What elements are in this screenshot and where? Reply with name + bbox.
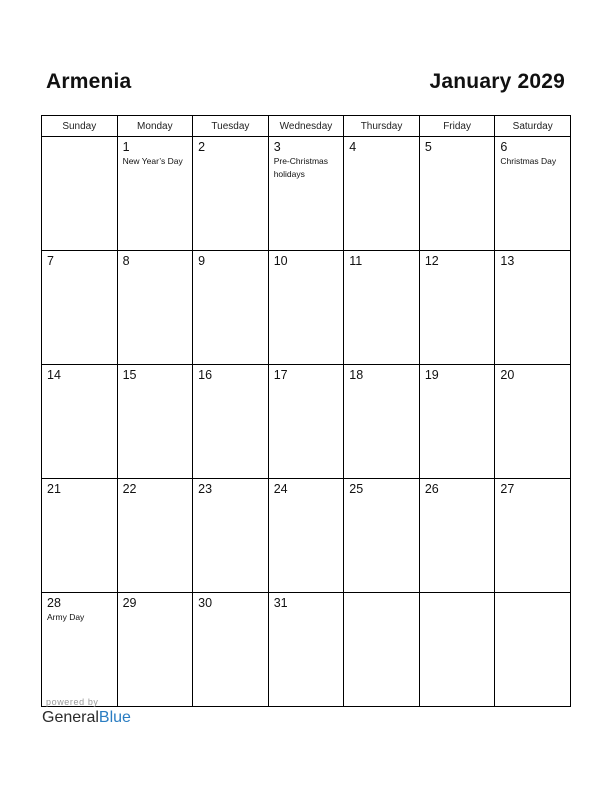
day-cell <box>344 365 420 479</box>
day-cell <box>193 365 269 479</box>
weekday-saturday: Saturday <box>495 116 571 137</box>
weekday-monday: Monday <box>117 116 193 137</box>
calendar-grid <box>41 115 571 707</box>
day-cell <box>117 593 193 707</box>
day-cell <box>344 479 420 593</box>
day-number: 1 <box>122 140 130 154</box>
logo-text-general: General <box>42 709 99 726</box>
weekday-sunday: Sunday <box>42 116 118 137</box>
day-number: 2 <box>198 140 206 154</box>
weekday-thursday: Thursday <box>344 116 420 137</box>
day-number: 23 <box>198 482 213 496</box>
weekday-tuesday: Tuesday <box>193 116 269 137</box>
week-row-2 <box>42 251 571 365</box>
day-number: 22 <box>122 482 137 496</box>
day-number: 26 <box>424 482 439 496</box>
weekday-wednesday: Wednesday <box>268 116 344 137</box>
day-cell <box>419 479 495 593</box>
day-cell <box>495 479 571 593</box>
day-cell <box>495 251 571 365</box>
day-number: 28 <box>47 596 61 610</box>
day-cell <box>42 251 118 365</box>
day-number: 18 <box>349 368 364 382</box>
day-cell <box>117 137 193 251</box>
day-cell <box>268 251 344 365</box>
day-cell <box>42 137 118 251</box>
country-title: Armenia <box>46 70 132 93</box>
day-number: 10 <box>273 254 288 268</box>
day-cell <box>193 593 269 707</box>
day-cell <box>495 137 571 251</box>
day-number: 7 <box>47 254 54 268</box>
week-row-3 <box>42 365 571 479</box>
day-number: 30 <box>198 596 213 610</box>
weekday-friday: Friday <box>419 116 495 137</box>
holiday-label: New Year’s Day <box>122 156 183 166</box>
powered-by-label: powered by <box>46 697 99 707</box>
day-cell <box>42 365 118 479</box>
day-number: 24 <box>273 482 288 496</box>
day-number: 5 <box>424 140 432 154</box>
day-number: 20 <box>500 368 515 382</box>
week-row-5 <box>42 593 571 707</box>
day-number: 6 <box>500 140 508 154</box>
day-number: 13 <box>500 254 515 268</box>
day-number: 11 <box>349 254 363 268</box>
day-cell <box>193 137 269 251</box>
day-number: 21 <box>47 482 61 496</box>
day-cell <box>268 365 344 479</box>
day-cell <box>117 479 193 593</box>
day-cell <box>344 251 420 365</box>
day-cell <box>42 479 118 593</box>
day-cell <box>193 479 269 593</box>
day-number: 31 <box>273 596 288 610</box>
day-number: 16 <box>198 368 213 382</box>
day-number: 4 <box>349 140 357 154</box>
day-cell <box>344 593 420 707</box>
week-row-4 <box>42 479 571 593</box>
day-cell <box>419 365 495 479</box>
day-cell <box>268 593 344 707</box>
day-cell <box>268 479 344 593</box>
day-number: 9 <box>198 254 206 268</box>
day-cell <box>495 593 571 707</box>
day-number: 25 <box>349 482 364 496</box>
logo-text-blue: Blue <box>98 709 131 726</box>
holiday-label: Christmas Day <box>500 156 557 166</box>
holiday-label: Army Day <box>47 612 85 622</box>
day-cell <box>268 137 344 251</box>
week-row-1 <box>42 137 571 251</box>
day-number: 17 <box>273 368 288 382</box>
day-cell <box>193 251 269 365</box>
day-number: 8 <box>122 254 130 268</box>
day-cell <box>495 365 571 479</box>
day-cell <box>419 251 495 365</box>
day-cell <box>344 137 420 251</box>
day-number: 3 <box>273 140 281 154</box>
holiday-label: Pre-Christmas holidays <box>273 156 328 179</box>
day-cell <box>419 593 495 707</box>
day-number: 12 <box>424 254 439 268</box>
day-number: 19 <box>424 368 439 382</box>
generalblue-logo[interactable] <box>42 709 131 727</box>
day-number: 15 <box>122 368 137 382</box>
day-number: 27 <box>500 482 515 496</box>
day-cell <box>419 137 495 251</box>
month-year-title: January 2029 <box>429 70 565 93</box>
day-cell <box>117 365 193 479</box>
day-number: 14 <box>47 368 61 382</box>
day-cell <box>117 251 193 365</box>
day-number: 29 <box>122 596 137 610</box>
weekday-header-row <box>42 116 571 137</box>
day-cell <box>42 593 118 707</box>
